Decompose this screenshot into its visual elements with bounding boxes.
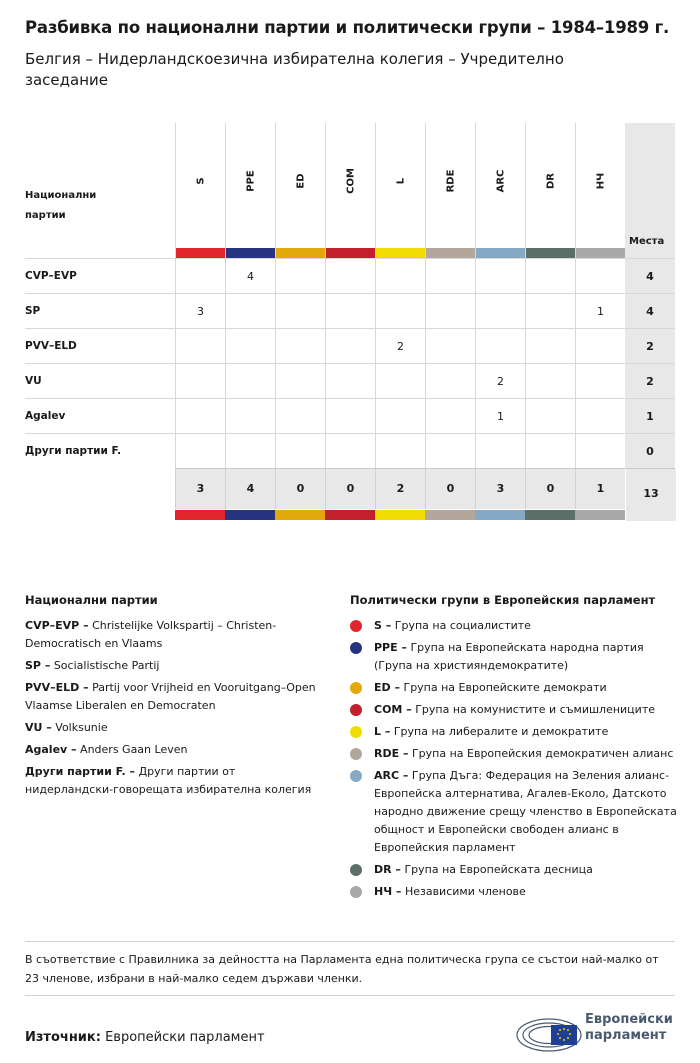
group-total-cell: 0 bbox=[525, 469, 575, 509]
group-color-dot bbox=[350, 770, 362, 782]
group-color-bar bbox=[576, 248, 626, 258]
seat-cell bbox=[525, 434, 575, 469]
seat-cell bbox=[375, 259, 425, 294]
group-color-bar bbox=[226, 248, 276, 258]
seat-cell: 1 bbox=[475, 399, 525, 434]
seat-cell bbox=[225, 294, 275, 329]
political-group-legend-item: PPE – Група на Европейската народна партия (Група на християндемократите) bbox=[350, 639, 680, 675]
group-total-cell: 0 bbox=[275, 469, 325, 509]
group-color-dot bbox=[350, 886, 362, 898]
group-color-bar bbox=[476, 248, 526, 258]
group-color-dot bbox=[350, 682, 362, 694]
group-total-cell: 3 bbox=[175, 469, 225, 509]
page-title: Разбивка по национални партии и политически групи – 1984–1989 г. bbox=[25, 18, 670, 37]
national-party-legend-item: PVV–ELD – Partij voor Vrijheid en Vooruitgang–Open Vlaamse Liberalen en Democraten bbox=[25, 681, 316, 712]
group-color-dot bbox=[350, 620, 362, 632]
groups-legend-title: Политически групи в Европейския парламент bbox=[350, 593, 656, 607]
group-color-bar bbox=[575, 510, 625, 520]
european-parliament-logo bbox=[515, 1005, 685, 1055]
seat-cell bbox=[175, 329, 225, 364]
seat-cell: 2 bbox=[475, 364, 525, 399]
national-party-legend-item: Други партии F. – Други партии от нидерландски-говорещата избирателна колегия bbox=[25, 765, 312, 796]
seat-cell bbox=[525, 294, 575, 329]
group-color-bar bbox=[325, 510, 375, 520]
seat-cell bbox=[325, 399, 375, 434]
seat-cell: 1 bbox=[575, 294, 625, 329]
row-seat-total: 4 bbox=[625, 259, 675, 294]
seat-cell bbox=[375, 434, 425, 469]
group-column-header: DR bbox=[525, 123, 576, 258]
political-group-legend-item: DR – Група на Европейската десница bbox=[350, 861, 680, 879]
seat-cell bbox=[175, 259, 225, 294]
seat-cell bbox=[475, 329, 525, 364]
logo-text: Европейски парламент bbox=[585, 1012, 673, 1043]
divider bbox=[25, 941, 675, 942]
divider bbox=[25, 995, 675, 996]
seats-header: Места bbox=[625, 123, 675, 258]
seat-cell bbox=[225, 399, 275, 434]
group-color-bar bbox=[326, 248, 376, 258]
seat-cell bbox=[575, 329, 625, 364]
group-total-cell: 1 bbox=[575, 469, 625, 509]
row-seat-total: 0 bbox=[625, 434, 675, 469]
parliament-hemicycle-icon bbox=[515, 1005, 583, 1055]
group-total-cell: 0 bbox=[325, 469, 375, 509]
seat-cell bbox=[275, 294, 325, 329]
political-group-legend-item: S – Група на социалистите bbox=[350, 617, 680, 635]
political-group-legend-item: ARC – Група Дъга: Федерация на Зеления алианс-Европейска алтернатива, Агалев-Еколо, Датското народно движение срещу членство в Европейската общност и Европейски свободен алианс в Европейския парламент bbox=[350, 767, 680, 857]
seat-cell bbox=[575, 259, 625, 294]
group-color-bar bbox=[375, 510, 425, 520]
group-color-dot bbox=[350, 748, 362, 760]
group-column-header: ED bbox=[275, 123, 326, 258]
group-color-bar bbox=[526, 248, 576, 258]
source-value: Европейски парламент bbox=[105, 1030, 265, 1045]
seat-cell bbox=[325, 329, 375, 364]
national-party-legend-item: Agalev – Anders Gaan Leven bbox=[25, 743, 188, 756]
group-color-bar bbox=[276, 248, 326, 258]
seat-cell bbox=[325, 259, 375, 294]
seat-cell bbox=[425, 259, 475, 294]
group-color-bar bbox=[426, 248, 476, 258]
table-row bbox=[25, 398, 675, 434]
table-row bbox=[25, 363, 675, 399]
group-color-bar bbox=[225, 510, 275, 520]
group-color-bar bbox=[175, 510, 225, 520]
page-subtitle: Белгия – Нидерландскоезична избирателна колегия – Учредително заседание bbox=[25, 50, 564, 89]
political-group-legend-item: ED – Група на Европейските демократи bbox=[350, 679, 680, 697]
national-party-legend-item: VU – Volksunie bbox=[25, 721, 108, 734]
row-seat-total: 4 bbox=[625, 294, 675, 329]
seat-cell bbox=[525, 399, 575, 434]
group-total-cell: 2 bbox=[375, 469, 425, 509]
group-color-dot bbox=[350, 864, 362, 876]
seat-cell bbox=[525, 259, 575, 294]
seat-cell bbox=[275, 434, 325, 469]
seat-cell bbox=[175, 399, 225, 434]
group-color-bar bbox=[425, 510, 475, 520]
seat-cell: 3 bbox=[175, 294, 225, 329]
table-row bbox=[25, 433, 675, 469]
seat-cell bbox=[325, 434, 375, 469]
seat-cell bbox=[575, 434, 625, 469]
group-color-bar bbox=[376, 248, 426, 258]
national-parties-legend bbox=[25, 593, 325, 803]
seat-cell bbox=[475, 434, 525, 469]
seat-cell bbox=[525, 364, 575, 399]
national-parties-header: Национални партии bbox=[25, 190, 97, 221]
seat-cell bbox=[475, 294, 525, 329]
group-total-cell: 4 bbox=[225, 469, 275, 509]
seat-cell bbox=[425, 364, 475, 399]
group-column-header: RDE bbox=[425, 123, 476, 258]
political-groups-legend bbox=[350, 593, 680, 905]
seat-cell bbox=[275, 399, 325, 434]
group-column-header: COM bbox=[325, 123, 376, 258]
political-group-legend-item: RDE – Група на Европейския демократичен алианс bbox=[350, 745, 680, 763]
group-color-bar bbox=[176, 248, 226, 258]
political-group-legend-item: НЧ – Независими членове bbox=[350, 883, 680, 901]
national-legend-title: Национални партии bbox=[25, 593, 158, 607]
seat-cell bbox=[275, 364, 325, 399]
seat-cell bbox=[225, 434, 275, 469]
seat-cell: 2 bbox=[375, 329, 425, 364]
group-column-header: ARC bbox=[475, 123, 526, 258]
seat-cell bbox=[375, 294, 425, 329]
group-column-header: S bbox=[175, 123, 226, 258]
party-name: Agalev bbox=[25, 410, 66, 422]
seat-cell bbox=[575, 364, 625, 399]
seat-cell bbox=[525, 329, 575, 364]
seat-cell bbox=[325, 294, 375, 329]
seat-cell bbox=[275, 259, 325, 294]
group-color-dot bbox=[350, 704, 362, 716]
seat-cell bbox=[425, 294, 475, 329]
group-color-bar bbox=[275, 510, 325, 520]
seat-cell bbox=[425, 329, 475, 364]
national-party-legend-item: CVP–EVP – Christelijke Volkspartij – Christen-Democratisch en Vlaams bbox=[25, 619, 277, 650]
seat-cell bbox=[175, 364, 225, 399]
group-color-bar bbox=[525, 510, 575, 520]
row-seat-total: 2 bbox=[625, 364, 675, 399]
group-color-bar bbox=[475, 510, 525, 520]
political-group-legend-item: L – Група на либералите и демократите bbox=[350, 723, 680, 741]
party-name: SP bbox=[25, 305, 41, 317]
table-row bbox=[25, 293, 675, 329]
seat-cell bbox=[375, 399, 425, 434]
seat-cell bbox=[275, 329, 325, 364]
source-label: Източник: bbox=[25, 1030, 101, 1045]
national-party-legend-item: SP – Socialistische Partij bbox=[25, 659, 160, 672]
seat-cell bbox=[425, 399, 475, 434]
seat-cell: 4 bbox=[225, 259, 275, 294]
group-total-cell: 3 bbox=[475, 469, 525, 509]
source-line bbox=[25, 1030, 265, 1045]
table-row bbox=[25, 328, 675, 364]
party-name: CVP–EVP bbox=[25, 270, 77, 282]
group-color-dot bbox=[350, 726, 362, 738]
party-name: Други партии F. bbox=[25, 445, 122, 457]
row-seat-total: 1 bbox=[625, 399, 675, 434]
grand-total: 13 bbox=[625, 469, 676, 521]
seat-cell bbox=[375, 364, 425, 399]
footnote: В съответствие с Правилника за дейността на Парламента една политическа група се състои най-малко от 23 членове, избрани в най-малко седем държави членки. bbox=[25, 953, 659, 985]
political-group-legend-item: COM – Група на комунистите и съмишлениците bbox=[350, 701, 680, 719]
group-column-header: НЧ bbox=[575, 123, 626, 258]
seat-cell bbox=[175, 434, 225, 469]
seat-cell bbox=[475, 259, 525, 294]
table-row bbox=[25, 258, 675, 294]
row-seat-total: 2 bbox=[625, 329, 675, 364]
seat-cell bbox=[225, 364, 275, 399]
group-total-cell: 0 bbox=[425, 469, 475, 509]
group-column-header: PPE bbox=[225, 123, 276, 258]
group-column-header: L bbox=[375, 123, 426, 258]
totals-row bbox=[175, 468, 675, 509]
party-name: PVV–ELD bbox=[25, 340, 77, 352]
seat-cell bbox=[425, 434, 475, 469]
seat-cell bbox=[325, 364, 375, 399]
group-color-dot bbox=[350, 642, 362, 654]
seat-cell bbox=[225, 329, 275, 364]
seat-cell bbox=[575, 399, 625, 434]
party-name: VU bbox=[25, 375, 42, 387]
